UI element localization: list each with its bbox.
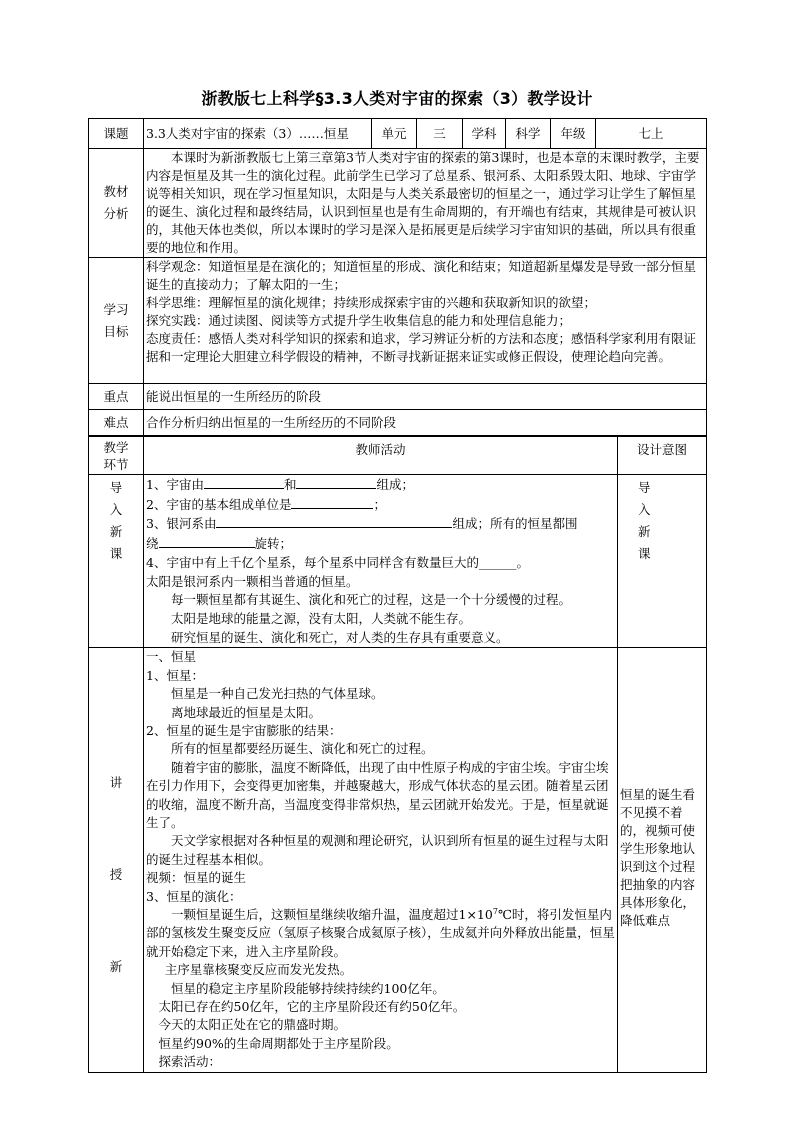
objective-item: 科学观念：知道恒星是在演化的；知道恒星的形成、演化和结束；知道超新星爆发是导致一部分恒星诞生的直接动力；了解太阳的一生； (146, 259, 697, 292)
intent-header: 设计意图 (618, 437, 707, 475)
analysis-text: 本课时为新浙教版七上第三章第3节人类对宇宙的探索的第3课时，也是本章的末课时教学，主要内容是恒星及其一生的演化过程。此前学生已学习了总星系、银河系、太阳系毁太阳、地球、宇宙学说等相关知识，现在学习恒星知识，太阳是与人类关系最密切的恒星之一，通过学习让学生了解恒星的诞生、演化过程和最终结局，认识到恒星也是有生命周期的，有开端也有结束，其规律是可被认识的，其他天体也类似，所以本课时的学习是深入是拓展更是后续学习宇宙知识的基础，所以具有很重要的地位和作用。 (144, 149, 707, 258)
lecture-stage-label: 讲 授 新 (89, 648, 144, 1072)
intro-question-1: 1、宇宙由 和 组成； (146, 477, 414, 492)
subsection-heading: 2、恒星的诞生是宇宙膨胀的结果： (146, 722, 342, 738)
unit-value: 三 (417, 119, 463, 149)
header-row (89, 119, 707, 149)
intro-row (89, 475, 707, 648)
difficulty-label: 难点 (89, 410, 144, 436)
intro-paragraph: 太阳是地球的能量之源，没有太阳，人类就不能生存。 (171, 610, 472, 626)
lecture-paragraph: 恒星的稳定主序星阶段能够持续持续约100亿年。 (171, 980, 445, 996)
objective-item: 探究实践：通过读图、阅读等方式提升学生收集信息的能力和处理信息能力； (146, 313, 572, 328)
intro-intent: 导 入 新 课 (618, 475, 707, 648)
grade-label: 年级 (551, 119, 596, 149)
intro-question-2: 2、宇宙的基本组成单位是 ； (146, 496, 386, 512)
lecture-activity (144, 648, 618, 1072)
subject-label: 学科 (463, 119, 506, 149)
lecture-paragraph: 主序星靠核聚变反应而发光发热。 (164, 962, 353, 978)
lecture-intent: 恒星的诞生看不见摸不着的，视频可使学生形象地认识到这个过程把抽象的内容具体形象化，降低难点 (618, 648, 707, 1072)
lecture-paragraph: 探索活动： (158, 1054, 222, 1070)
lecture-paragraph: 太阳已存在约50亿年，它的主序星阶段还有约50亿年。 (158, 999, 466, 1015)
objectives-label: 学习 目标 (89, 258, 144, 384)
subject-value: 科学 (506, 119, 551, 149)
objectives-text (144, 258, 707, 384)
intro-paragraph: 每一颗恒星都有其诞生、演化和死亡的过程，这是一个十分缓慢的过程。 (171, 592, 572, 608)
subsection-heading: 3、恒星的演化： (146, 888, 242, 904)
unit-label: 单元 (372, 119, 417, 149)
objective-item: 科学思维：理解恒星的演化规律；持续形成探索宇宙的兴趣和获取新知识的欲望； (146, 295, 597, 310)
analysis-row (89, 149, 707, 258)
intro-paragraph: 研究恒星的诞生、演化和死亡，对人类的生存具有重要意义。 (171, 629, 509, 645)
objectives-row (89, 258, 707, 384)
intro-paragraph: 太阳是银河系内一颗相当普通的恒星。 (146, 573, 359, 589)
lecture-paragraph: 一颗恒星诞生后，这颗恒星继续收缩升温，温度超过$1\times 10^7℃$时，将引发恒星内部的氢核发生聚变反应（氢原子核聚合成氦原子核），生成氦并向外释放出能量，恒星就开始稳定下来，进入主序星阶段。 (146, 906, 615, 959)
lecture-paragraph: 恒星是一种自己发光扫热的气体星球。 (171, 686, 384, 702)
teaching-process-table (88, 436, 707, 1073)
lecture-paragraph: 离地球最近的恒星是太阳。 (171, 704, 322, 720)
difficulty-row (89, 410, 707, 436)
lecture-paragraph: 今天的太阳正处在它的鼎盛时期。 (158, 1017, 347, 1033)
grade-value: 七上 (596, 119, 707, 149)
course-label: 课题 (89, 119, 144, 149)
course-value: 3.3人类对宇宙的探索（3）……恒星 (144, 119, 372, 149)
lesson-info-table (88, 118, 707, 436)
key-point-label: 重点 (89, 384, 144, 410)
intro-question-4: 4、宇宙中有上千亿个星系，每个星系中同样含有数量巨大的______。 (146, 554, 529, 570)
intro-stage-label: 导 入 新 课 (89, 475, 144, 648)
section-heading: 一、恒星 (146, 649, 197, 665)
lecture-paragraph: 恒星约90%的生命周期都处于主序星阶段。 (158, 1035, 399, 1051)
key-point-row (89, 384, 707, 410)
video-label: 视频：恒星的诞生 (146, 870, 247, 886)
objective-item: 态度责任：感悟人类对科学知识的探索和追求，学习辨证分析的方法和态度；感悟科学家利用有限证据和一定理论大胆建立科学假设的精神，不断寻找新证据来证实或修正假设，使理论趋向完善。 (146, 331, 697, 364)
analysis-label: 教材 分析 (89, 149, 144, 258)
intro-question-3-cont: 绕 旋转； (146, 536, 293, 552)
page-title: 浙教版七上科学§3.3人类对宇宙的探索（3）教学设计 (201, 89, 593, 108)
subsection-heading: 1、恒星： (146, 667, 204, 683)
lecture-row (89, 648, 707, 1072)
difficulty-text: 合作分析归纳出恒星的一生所经历的不同阶段 (144, 410, 707, 436)
intro-question-3: 3、银河系由 组成；所有的恒星都围 (146, 516, 578, 532)
lecture-paragraph: 天文学家根据对各种恒星的观测和理论研究，认识到所有恒星的诞生过程与太阳的诞生过程基本相似。 (146, 833, 609, 867)
lecture-paragraph: 所有的恒星都要经历诞生、演化和死亡的过程。 (171, 741, 434, 757)
stage-header: 教学 环节 (89, 437, 144, 475)
key-point-text: 能说出恒星的一生所经历的阶段 (144, 384, 707, 410)
process-header-row (89, 437, 707, 475)
lecture-paragraph: 随着宇宙的膨胀，温度不断降低，出现了由中性原子构成的宇宙尘埃。宇宙尘埃在引力作用下，会变得更加密集，并越聚越大，形成气体状态的星云团。随着星云团的收缩，温度不断升高，当温度变得非常炽热，星云团就开始发光。于是，恒星就诞生了。 (146, 759, 609, 830)
activity-header: 教师活动 (144, 437, 618, 475)
intro-activity (144, 475, 618, 648)
